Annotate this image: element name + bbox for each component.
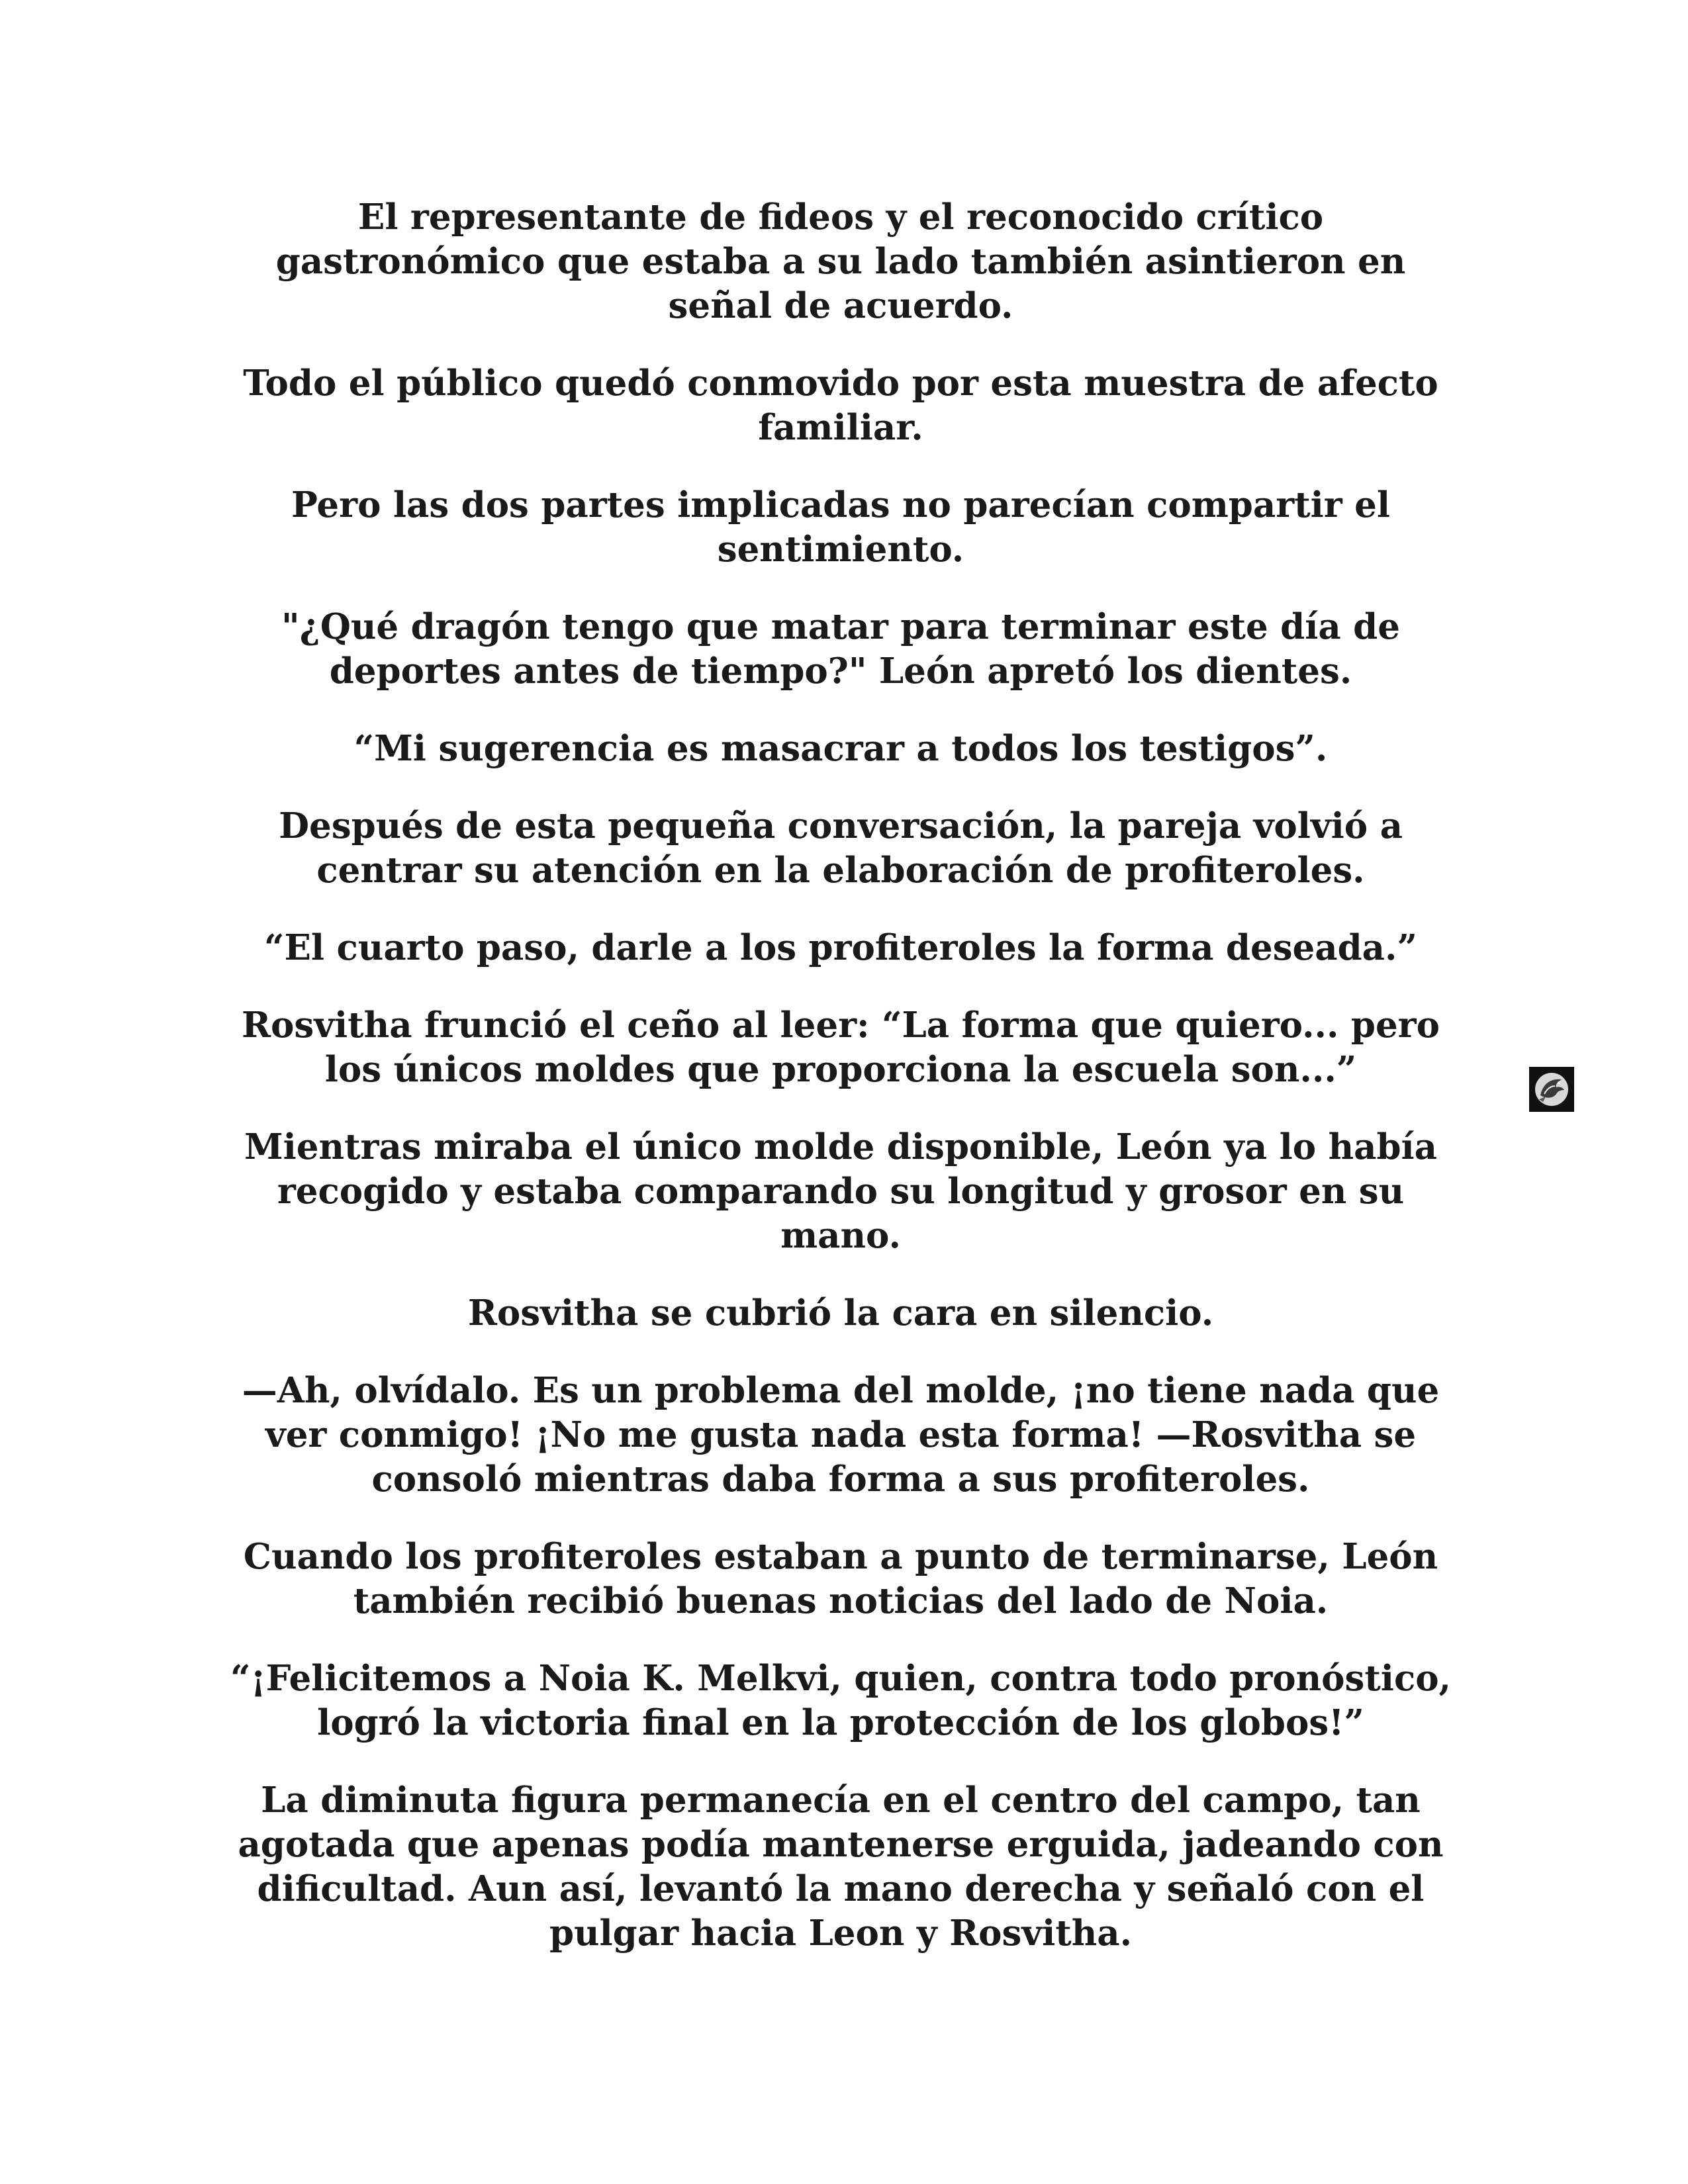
paragraph-12: Cuando los profiteroles estaban a punto de terminarse, León también recibió buenas noticias del lado de Noia. xyxy=(243,1536,1438,1621)
paragraph-13: “¡Felicitemos a Noia K. Melkvi, quien, contra todo pronóstico, logró la victoria final en la protección de los globos!” xyxy=(230,1658,1452,1743)
paragraph-5: “Mi sugerencia es masacrar a todos los testigos”. xyxy=(353,728,1328,769)
paragraph-8: Rosvitha frunció el ceño al leer: “La forma que quiero... pero los únicos moldes que proporciona la escuela son...” xyxy=(242,1005,1440,1090)
dragon-emblem-icon xyxy=(1529,1067,1574,1112)
paragraph-7: “El cuarto paso, darle a los profiteroles la forma deseada.” xyxy=(264,927,1417,968)
paragraph-11: —Ah, olvídalo. Es un problema del molde, ¡no tiene nada que ver conmigo! ¡No me gusta nada esta forma! —Rosvitha se consoló mientras daba forma a sus profiteroles. xyxy=(242,1370,1440,1500)
paragraph-9: Mientras miraba el único molde disponible, León ya lo había recogido y estaba comparando su longitud y grosor en su mano. xyxy=(244,1126,1437,1256)
paragraph-1: El representante de fideos y el reconocido crítico gastronómico que estaba a su lado también asintieron en señal de acuerdo. xyxy=(275,197,1406,326)
paragraph-10: Rosvitha se cubrió la cara en silencio. xyxy=(467,1293,1214,1334)
paragraph-2: Todo el público quedó conmovido por esta muestra de afecto familiar. xyxy=(243,363,1438,448)
paragraph-6: Después de esta pequeña conversación, la pareja volvió a centrar su atención en la elaboración de profiteroles. xyxy=(279,805,1403,891)
body-text xyxy=(225,195,1456,1989)
paragraph-3: Pero las dos partes implicadas no parecían compartir el sentimiento. xyxy=(291,484,1390,570)
paragraph-4: "¿Qué dragón tengo que matar para terminar este día de deportes antes de tiempo?" León apretó los dientes. xyxy=(281,606,1400,692)
paragraph-14: La diminuta figura permanecía en el centro del campo, tan agotada que apenas podía mantenerse erguida, jadeando con dificultad. Aun así, levantó la mano derecha y señaló con el pulgar hacia Leon y Rosvitha. xyxy=(238,1780,1444,1954)
